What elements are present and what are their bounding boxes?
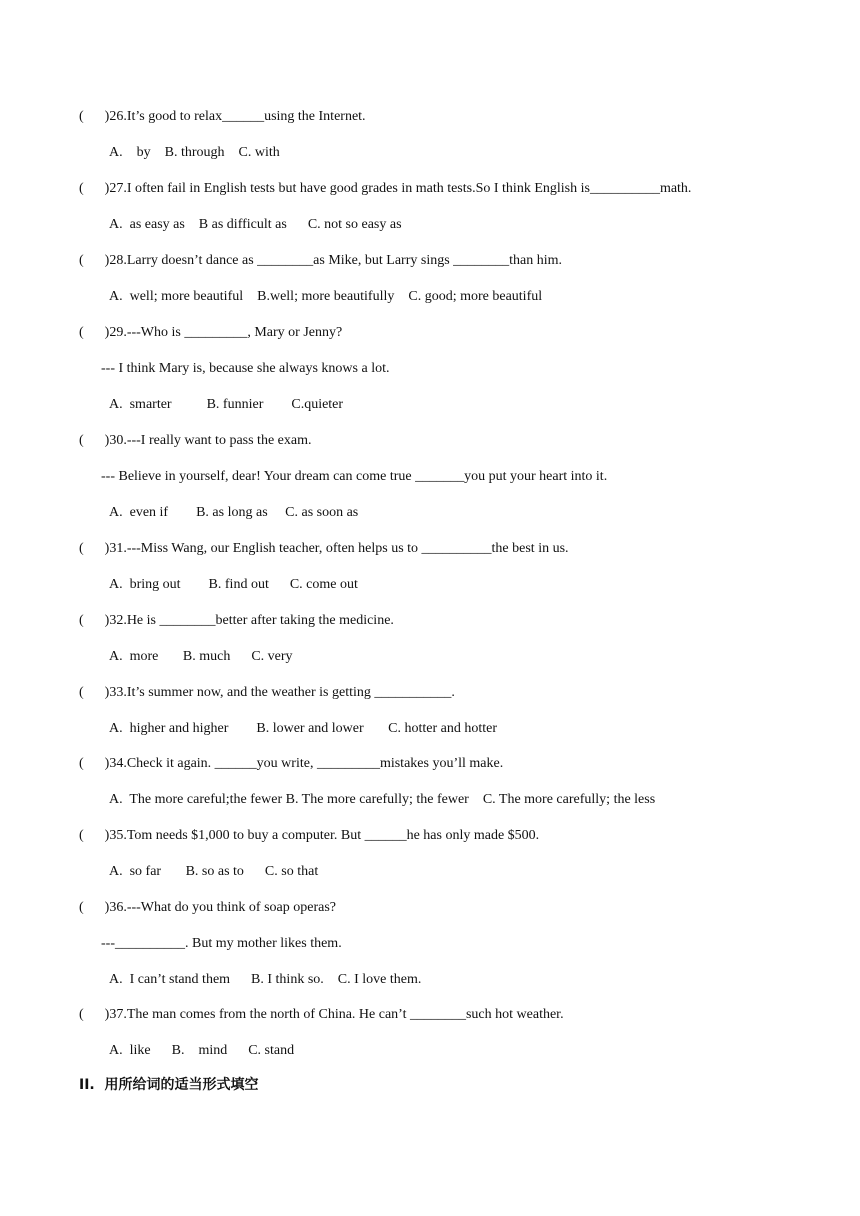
options-27: A. as easy as B as difficult as C. not so easy as [109,217,402,232]
reply-36: ---__________. But my mother likes them. [101,936,342,951]
question-32: ( )32.He is ________better after taking the medicine. [79,613,394,628]
question-30: ( )30.---I really want to pass the exam. [79,433,312,448]
question-26: ( )26.It’s good to relax______using the Internet. [79,109,366,124]
options-34: A. The more careful;the fewer B. The more carefully; the fewer C. The more carefully; the less [109,792,656,807]
options-28: A. well; more beautiful B.well; more beautifully C. good; more beautiful [109,289,543,304]
section-title: II. 用所给词的适当形式填空 [79,1077,259,1093]
options-35: A. so far B. so as to C. so that [109,864,319,879]
question-34: ( )34.Check it again. ______you write, _________mistakes you’ll make. [79,756,504,771]
question-33: ( )33.It’s summer now, and the weather is getting ___________. [79,685,455,700]
options-29: A. smarter B. funnier C.quieter [109,397,344,412]
options-37: A. like B. mind C. stand [109,1043,295,1058]
options-30: A. even if B. as long as C. as soon as [109,505,359,520]
question-31: ( )31.---Miss Wang, our English teacher, often helps us to __________the best in us. [79,541,569,556]
options-32: A. more B. much C. very [109,649,293,664]
options-33: A. higher and higher B. lower and lower C. hotter and hotter [109,721,498,736]
question-35: ( )35.Tom needs $1,000 to buy a computer. But ______he has only made $500. [79,828,540,843]
reply-29: --- I think Mary is, because she always knows a lot. [101,361,390,376]
question-36: ( )36.---What do you think of soap operas? [79,900,336,915]
question-37: ( )37.The man comes from the north of China. He can’t ________such hot weather. [79,1007,564,1022]
question-28: ( )28.Larry doesn’t dance as ________as Mike, but Larry sings ________than him. [79,253,563,268]
question-27: ( )27.I often fail in English tests but have good grades in math tests.So I think English is__________math. [79,181,692,196]
reply-30: --- Believe in yourself, dear! Your dream can come true _______you put your heart into it. [101,469,608,484]
options-31: A. bring out B. find out C. come out [109,577,358,592]
options-26: A. by B. through C. with [109,145,280,160]
options-36: A. I can’t stand them B. I think so. C. I love them. [109,972,422,987]
question-29: ( )29.---Who is _________, Mary or Jenny? [79,325,343,340]
